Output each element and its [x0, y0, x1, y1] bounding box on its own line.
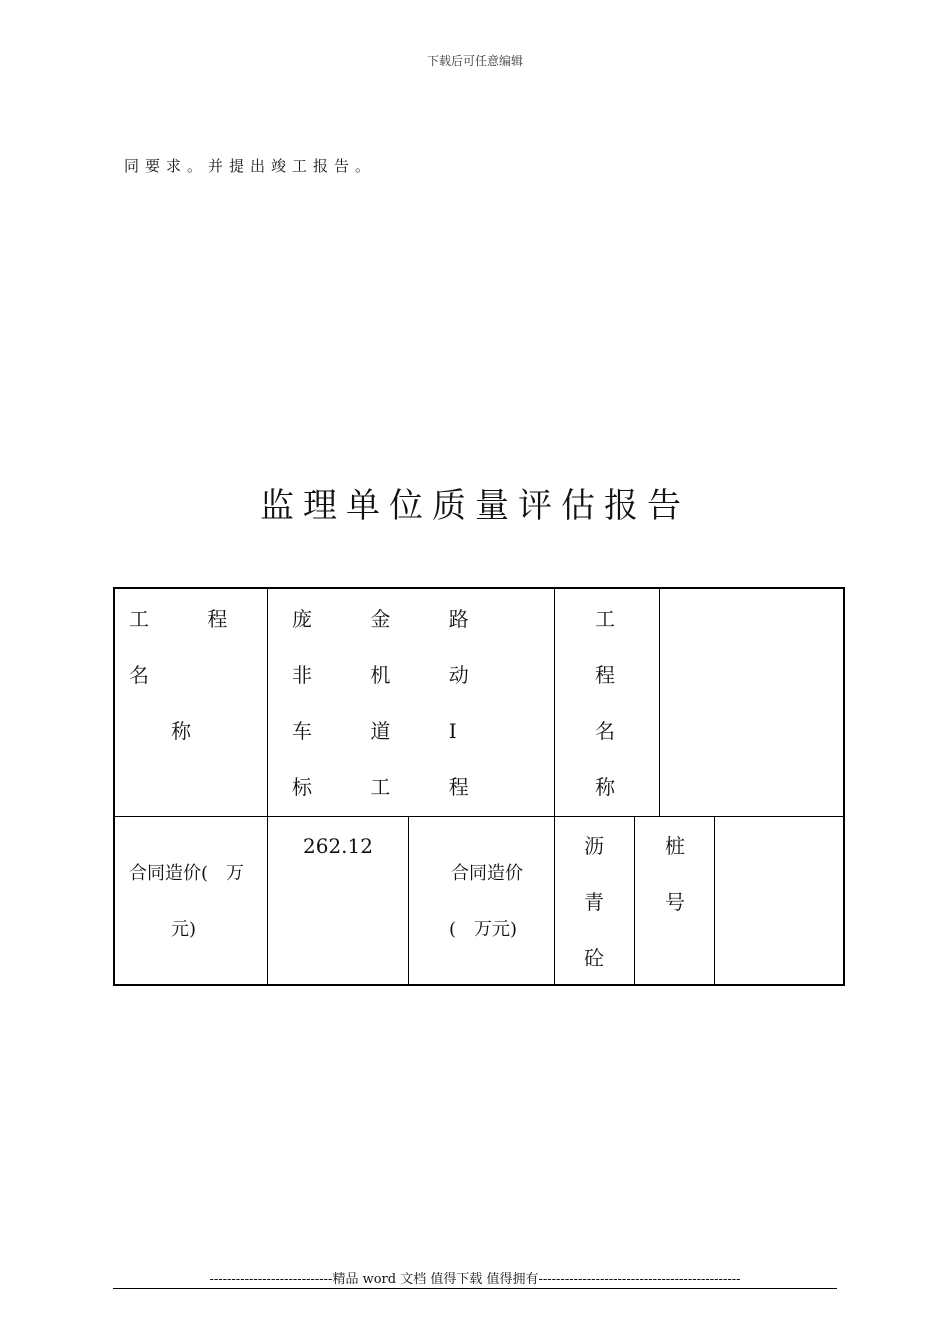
asphalt-concrete-label: [574, 818, 614, 986]
col-divider: [659, 589, 660, 816]
contract-price-label-cell: [115, 846, 267, 958]
footer-rule: [113, 1288, 837, 1289]
contract-price-value: 262.12: [303, 834, 373, 858]
report-title: 监理单位质量评估报告: [260, 486, 690, 526]
label-char: 称: [595, 775, 615, 799]
label-char: 工: [595, 607, 615, 631]
row-divider: [115, 816, 843, 817]
footer-text: ----------------------------精品 word 文档 值得下载 值得拥有----------------------------------------------: [209, 1272, 741, 1287]
project-name-label-cell: [115, 591, 267, 759]
contract-price-label-2-cont: ( 万元): [449, 919, 518, 940]
intro-text: 同要求。并提出竣工报告。: [124, 157, 377, 175]
station-number-label: [655, 818, 695, 930]
label-char: 程: [595, 663, 615, 687]
label-char: 青: [584, 890, 604, 914]
project-name-label-cont: 称: [171, 719, 191, 743]
evaluation-table: [113, 587, 845, 986]
page-header: 下载后可任意编辑: [426, 54, 523, 68]
station-number-value: [716, 818, 843, 982]
contract-price-label-cont: 元): [171, 919, 197, 940]
project-name-label-2: [585, 591, 625, 815]
label-char: 号: [665, 890, 685, 914]
project-name-value-cont: 车 道 Ⅰ 标 工 程: [292, 719, 495, 799]
col-divider: [714, 816, 715, 984]
project-name-value-2: [661, 591, 843, 814]
label-char: 沥: [584, 834, 604, 858]
project-name-value: 庞 金 路 非 机 动: [292, 607, 495, 687]
project-name-value-cell: [268, 591, 554, 815]
contract-price-label: 合同造价( 万: [129, 863, 245, 884]
contract-price-label-2: 合同造价: [451, 863, 523, 884]
label-char: 名: [595, 719, 615, 743]
label-char: 桩: [665, 834, 685, 858]
label-char: 砼: [584, 946, 604, 970]
col-divider: [634, 816, 635, 984]
project-name-label: 工 程 名: [129, 607, 254, 687]
